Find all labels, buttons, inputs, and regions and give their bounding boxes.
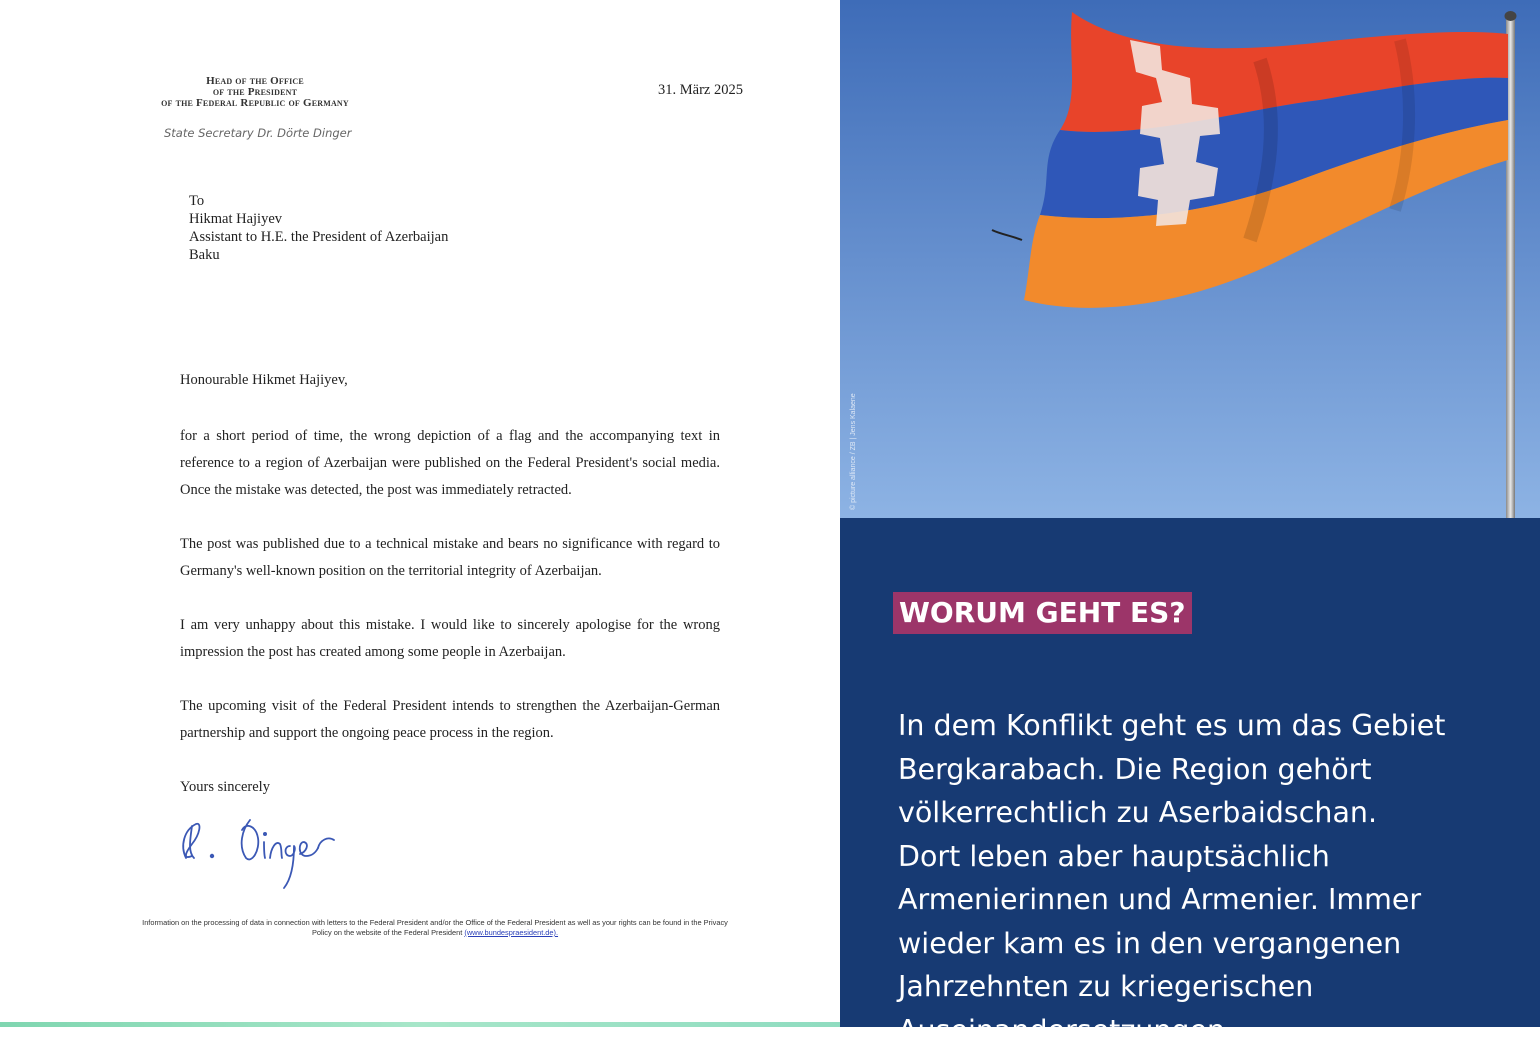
- info-body: [898, 704, 1518, 1052]
- footnote-link[interactable]: (www.bundespraesident.de).: [464, 928, 558, 937]
- body-line: Armenierinnen und Armenier. Immer: [898, 878, 1518, 922]
- body-line: wieder kam es in den vergangenen: [898, 922, 1518, 966]
- body-line: Jahrzehnten zu kriegerischen: [898, 965, 1518, 1009]
- recipient-block: [189, 192, 448, 264]
- body-line: Dort leben aber hauptsächlich: [898, 835, 1518, 879]
- salutation: Honourable Hikmet Hajiyev,: [180, 372, 348, 389]
- bottom-accent-bar: [0, 1022, 840, 1027]
- letterhead-line: of the Federal Republic of Germany: [120, 98, 390, 109]
- letter-paragraph: I am very unhappy about this mistake. I would like to sincerely apologise for the wrong impression the post has created among some people in Azerbaijan.: [180, 612, 720, 666]
- recipient-line: To: [189, 192, 448, 210]
- body-line: Auseinandersetzungen.: [898, 1009, 1518, 1052]
- footnote-text: Information on the processing of data in connection with letters to the Federal President and/or the Office of the Federal President as well as your rights can be found in the Privacy Policy on the website of the Federal President: [142, 918, 728, 937]
- secretary-name: State Secretary Dr. Dörte Dinger: [164, 126, 351, 140]
- letter-date: 31. März 2025: [658, 82, 743, 99]
- info-panel: [840, 518, 1540, 1027]
- flag-photo: [840, 0, 1540, 518]
- photo-credit: © picture alliance / ZB | Jens Kalaene: [850, 393, 857, 510]
- letter-paragraph: for a short period of time, the wrong depiction of a flag and the accompanying text in reference to a region of Azerbaijan were published on the Federal President's social media. Once the mistake was detected, the post was immediately retracted.: [180, 423, 720, 504]
- letterhead-line: Head of the Office: [120, 76, 390, 87]
- body-line: völkerrechtlich zu Aserbaidschan.: [898, 791, 1518, 835]
- social-media-card: [840, 0, 1540, 1027]
- letterhead-line: of the President: [120, 87, 390, 98]
- recipient-line: Assistant to H.E. the President of Azerbaijan: [189, 228, 448, 246]
- privacy-footnote: [140, 918, 730, 938]
- section-heading: WORUM GEHT ES?: [893, 592, 1192, 634]
- letterhead: [120, 76, 390, 109]
- flag-illustration: [840, 0, 1540, 518]
- handwritten-signature: [172, 800, 342, 900]
- letter-paragraph: The post was published due to a technical mistake and bears no significance with regard to Germany's well-known position on the territorial integrity of Azerbaijan.: [180, 531, 720, 585]
- recipient-line: Baku: [189, 246, 448, 264]
- body-line: In dem Konflikt geht es um das Gebiet: [898, 704, 1518, 748]
- letter-paragraph: The upcoming visit of the Federal President intends to strengthen the Azerbaijan-German partnership and support the ongoing peace process in the region.: [180, 693, 720, 747]
- recipient-line: Hikmat Hajiyev: [189, 210, 448, 228]
- closing: Yours sincerely: [180, 779, 270, 796]
- body-line: Bergkarabach. Die Region gehört: [898, 748, 1518, 792]
